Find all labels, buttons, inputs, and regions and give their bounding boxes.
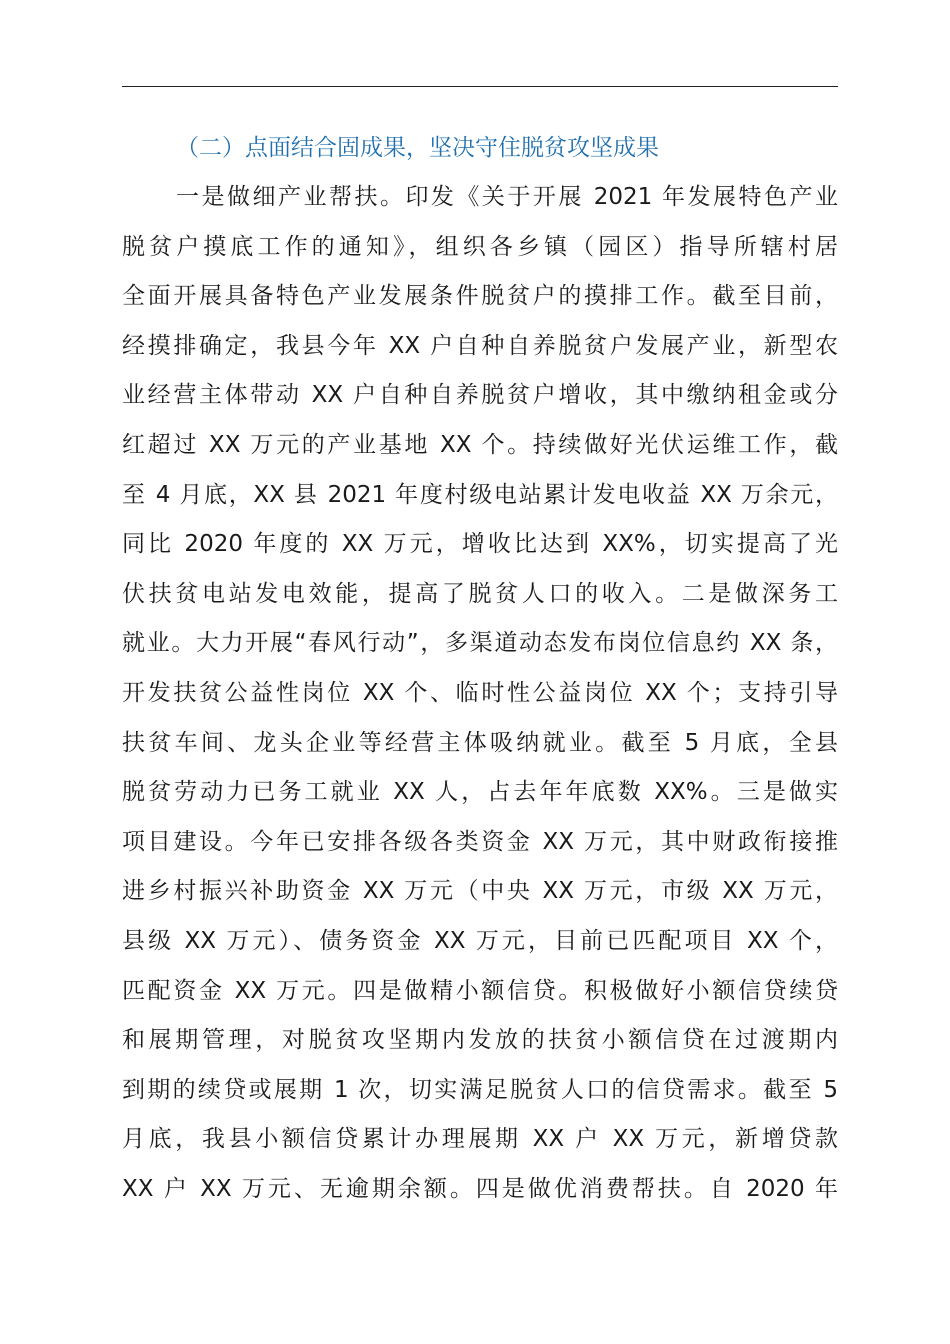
paragraph-line: 进乡村振兴补助资金 XX 万元（中央 XX 万元，市级 XX 万元， [122,878,838,905]
header-rule [122,86,838,87]
paragraph-line: 到期的续贷或展期 1 次，切实满足脱贫人口的信贷需求。截至 5 [122,1076,838,1103]
paragraph-line: 脱贫户摸底工作的通知》，组织各乡镇（园区）指导所辖村居 [122,233,838,260]
paragraph-line: 至 4 月底，XX 县 2021 年度村级电站累计发电收益 XX 万余元， [122,481,838,508]
paragraph-line: 经摸排确定，我县今年 XX 户自种自养脱贫户发展产业，新型农 [122,332,838,359]
paragraph-line: 一是做细产业帮扶。印发《关于开展 2021 年发展特色产业 [176,184,838,210]
paragraph-line: 月底，我县小额信贷累计办理展期 XX 户 XX 万元，新增贷款 [122,1126,838,1153]
paragraph-line: 开发扶贫公益性岗位 XX 个、临时性公益岗位 XX 个；支持引导 [122,679,838,706]
paragraph-line: 脱贫劳动力已务工就业 XX 人，占去年年底数 XX%。三是做实 [122,779,838,806]
paragraph-line: 伏扶贫电站发电效能，提高了脱贫人口的收入。二是做深务工 [122,580,838,607]
paragraph-line: 扶贫车间、龙头企业等经营主体吸纳就业。截至 5 月底，全县 [122,729,838,756]
paragraph-line: 县级 XX 万元）、债务资金 XX 万元，目前已匹配项目 XX 个， [122,927,838,954]
paragraph-line: 和展期管理，对脱贫攻坚期内发放的扶贫小额信贷在过渡期内 [122,1027,838,1054]
paragraph-line: 同比 2020 年度的 XX 万元，增收比达到 XX%，切实提高了光 [122,531,838,558]
paragraph-line: 业经营主体带动 XX 户自种自养脱贫户增收，其中缴纳租金或分 [122,382,838,409]
paragraph-line: 红超过 XX 万元的产业基地 XX 个。持续做好光伏运维工作，截 [122,431,838,458]
body-paragraph [122,177,838,1218]
paragraph-line: 就业。大力开展“春风行动”，多渠道动态发布岗位信息约 XX 条， [122,630,838,657]
paragraph-line: 全面开展具备特色产业发展条件脱贫户的摸排工作。截至目前， [122,283,838,310]
paragraph-line: XX 户 XX 万元、无逾期余额。四是做优消费帮扶。自 2020 年 [122,1175,838,1202]
paragraph-line: 项目建设。今年已安排各级各类资金 XX 万元，其中财政衔接推 [122,828,838,855]
section-heading: （二）点面结合固成果，坚决守住脱贫攻坚成果 [176,135,659,161]
paragraph-line: 匹配资金 XX 万元。四是做精小额信贷。积极做好小额信贷续贷 [122,977,838,1004]
